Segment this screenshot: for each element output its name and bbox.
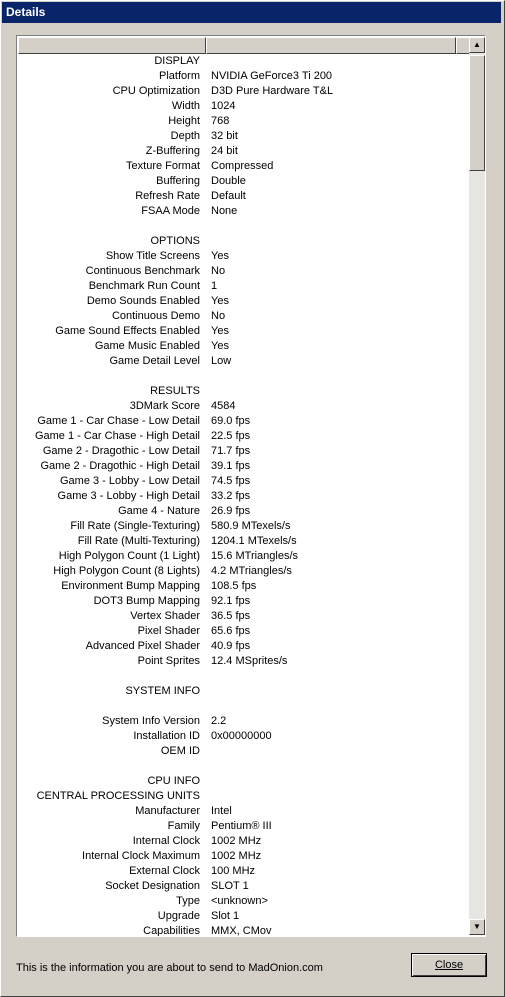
list-item[interactable] — [18, 579, 470, 594]
row-label: High Polygon Count (8 Lights) — [53, 565, 200, 577]
row-value: Yes — [211, 340, 229, 352]
row-label: Height — [168, 115, 200, 127]
list-item[interactable] — [18, 774, 470, 789]
list-item[interactable] — [18, 144, 470, 159]
list-item[interactable] — [18, 219, 470, 234]
row-label: Buffering — [156, 175, 200, 187]
list-item[interactable] — [18, 234, 470, 249]
list-item[interactable] — [18, 279, 470, 294]
row-label: RESULTS — [150, 385, 200, 397]
row-label: Depth — [170, 130, 200, 142]
row-label: Type — [176, 895, 200, 907]
row-value: 92.1 fps — [211, 595, 251, 607]
row-value: Double — [211, 175, 246, 187]
row-label: Fill Rate (Multi-Texturing) — [77, 535, 200, 547]
row-value: 74.5 fps — [211, 475, 251, 487]
list-item[interactable] — [18, 399, 470, 414]
list-item[interactable] — [18, 444, 470, 459]
row-value: 40.9 fps — [211, 640, 251, 652]
row-label: Z-Buffering — [145, 145, 200, 157]
list-item[interactable] — [18, 684, 470, 699]
row-value: Intel — [211, 805, 232, 817]
list-item[interactable] — [18, 129, 470, 144]
row-value: <unknown> — [211, 895, 268, 907]
list-item[interactable] — [18, 654, 470, 669]
row-label: Family — [167, 820, 200, 832]
row-value: No — [211, 265, 226, 277]
list-item[interactable] — [18, 639, 470, 654]
list-item[interactable] — [18, 159, 470, 174]
row-value: 2.2 — [211, 715, 227, 727]
row-label: Benchmark Run Count — [88, 280, 200, 292]
row-label: Continuous Benchmark — [85, 265, 200, 277]
list-item[interactable] — [18, 474, 470, 489]
row-value: 39.1 fps — [211, 460, 251, 472]
row-label: Game 2 - Dragothic - High Detail — [40, 460, 200, 472]
row-value: Yes — [211, 325, 229, 337]
vertical-scrollbar[interactable] — [469, 37, 485, 935]
list-item[interactable] — [18, 54, 470, 69]
row-label: Game Sound Effects Enabled — [55, 325, 200, 337]
list-item[interactable] — [18, 879, 470, 894]
row-value: 580.9 MTexels/s — [211, 520, 291, 532]
row-label: DOT3 Bump Mapping — [93, 595, 200, 607]
row-label: Capabilities — [143, 925, 200, 937]
list-item[interactable] — [18, 489, 470, 504]
row-value: 15.6 MTriangles/s — [211, 550, 299, 562]
scroll-down-button[interactable] — [469, 919, 485, 935]
list-item[interactable] — [18, 729, 470, 744]
list-item[interactable] — [18, 114, 470, 129]
row-label: High Polygon Count (1 Light) — [58, 550, 200, 562]
list-rows — [18, 54, 470, 937]
arrow-down-icon: ▼ — [473, 922, 481, 931]
list-item[interactable] — [18, 744, 470, 759]
row-label: Game 1 - Car Chase - Low Detail — [37, 415, 200, 427]
row-label: Fill Rate (Single-Texturing) — [70, 520, 200, 532]
row-value: 24 bit — [211, 145, 238, 157]
row-label: Game 3 - Lobby - Low Detail — [59, 475, 200, 487]
list-item[interactable] — [18, 249, 470, 264]
row-value: MMX, CMov — [211, 925, 272, 937]
list-item[interactable] — [18, 924, 470, 937]
list-item[interactable] — [18, 714, 470, 729]
row-label: Installation ID — [133, 730, 200, 742]
info-text: This is the information you are about to send to MadOnion.com — [16, 962, 323, 974]
row-label: OPTIONS — [150, 235, 200, 247]
row-label: Width — [171, 100, 200, 112]
list-item[interactable] — [18, 564, 470, 579]
row-value: 32 bit — [211, 130, 238, 142]
row-value: 26.9 fps — [211, 505, 251, 517]
list-item[interactable] — [18, 864, 470, 879]
row-label: Pixel Shader — [137, 625, 200, 637]
row-value: 22.5 fps — [211, 430, 251, 442]
list-item[interactable] — [18, 69, 470, 84]
row-value: 1204.1 MTexels/s — [211, 535, 297, 547]
row-value: 1024 — [211, 100, 236, 112]
row-label: Texture Format — [126, 160, 200, 172]
scroll-up-button[interactable] — [469, 37, 485, 53]
row-label: SYSTEM INFO — [125, 685, 200, 697]
row-value: Pentium® III — [211, 820, 272, 832]
list-item[interactable] — [18, 309, 470, 324]
list-item[interactable] — [18, 384, 470, 399]
row-label: CPU Optimization — [112, 85, 200, 97]
row-value: 65.6 fps — [211, 625, 251, 637]
list-item[interactable] — [18, 669, 470, 684]
list-item[interactable] — [18, 189, 470, 204]
column-header-extra[interactable] — [456, 37, 470, 54]
row-label: Environment Bump Mapping — [61, 580, 200, 592]
row-label: Show Title Screens — [105, 250, 200, 262]
row-value: NVIDIA GeForce3 Ti 200 — [211, 70, 333, 82]
row-value: Low — [211, 355, 232, 367]
list-item[interactable] — [18, 354, 470, 369]
row-value: 36.5 fps — [211, 610, 251, 622]
title-bar: Details — [2, 2, 501, 23]
list-item[interactable] — [18, 519, 470, 534]
row-value: Slot 1 — [211, 910, 240, 922]
arrow-up-icon: ▲ — [473, 40, 481, 49]
list-item[interactable] — [18, 609, 470, 624]
row-value: Yes — [211, 295, 229, 307]
row-label: DISPLAY — [154, 55, 200, 67]
row-value: Yes — [211, 250, 229, 262]
row-value: 1002 MHz — [211, 835, 262, 847]
row-value: 1 — [211, 280, 218, 292]
scroll-thumb[interactable] — [469, 55, 485, 171]
list-item[interactable] — [18, 369, 470, 384]
row-label: Game Detail Level — [109, 355, 200, 367]
row-value: 100 MHz — [211, 865, 256, 877]
list-item[interactable] — [18, 894, 470, 909]
details-list[interactable] — [16, 35, 486, 937]
list-item[interactable] — [18, 459, 470, 474]
row-label: Internal Clock Maximum — [82, 850, 200, 862]
row-label: Vertex Shader — [130, 610, 200, 622]
list-item[interactable] — [18, 264, 470, 279]
row-label: Refresh Rate — [135, 190, 200, 202]
row-value: 71.7 fps — [211, 445, 251, 457]
list-item[interactable] — [18, 624, 470, 639]
row-label: Game Music Enabled — [94, 340, 200, 352]
list-item[interactable] — [18, 834, 470, 849]
list-item[interactable] — [18, 699, 470, 714]
list-item[interactable] — [18, 849, 470, 864]
list-item[interactable] — [18, 204, 470, 219]
list-item[interactable] — [18, 174, 470, 189]
row-value: Default — [211, 190, 246, 202]
row-label: CENTRAL PROCESSING UNITS — [36, 790, 200, 802]
row-value: 69.0 fps — [211, 415, 251, 427]
row-label: Game 3 - Lobby - High Detail — [57, 490, 200, 502]
list-item[interactable] — [18, 549, 470, 564]
row-value: D3D Pure Hardware T&L — [211, 85, 334, 97]
list-item[interactable] — [18, 819, 470, 834]
list-item[interactable] — [18, 789, 470, 804]
row-label: External Clock — [129, 865, 200, 877]
list-item[interactable] — [18, 324, 470, 339]
list-item[interactable] — [18, 294, 470, 309]
row-value: 768 — [211, 115, 230, 127]
row-label: Advanced Pixel Shader — [85, 640, 200, 652]
row-label: FSAA Mode — [141, 205, 200, 217]
column-header-name[interactable] — [18, 37, 206, 54]
row-value: 4.2 MTriangles/s — [211, 565, 292, 577]
list-item[interactable] — [18, 84, 470, 99]
list-item[interactable] — [18, 759, 470, 774]
row-value: SLOT 1 — [211, 880, 249, 892]
row-value: 0x00000000 — [211, 730, 272, 742]
row-label: Continuous Demo — [111, 310, 200, 322]
list-header — [18, 37, 470, 54]
row-value: 108.5 fps — [211, 580, 257, 592]
row-label: Socket Designation — [105, 880, 200, 892]
row-value: 4584 — [211, 400, 236, 412]
row-value: None — [211, 205, 238, 217]
list-item[interactable] — [18, 804, 470, 819]
row-label: Platform — [159, 70, 200, 82]
list-item[interactable] — [18, 534, 470, 549]
row-label: OEM ID — [160, 745, 200, 757]
row-label: Game 4 - Nature — [118, 505, 200, 517]
row-label: 3DMark Score — [129, 400, 200, 412]
row-label: Internal Clock — [132, 835, 200, 847]
list-item[interactable] — [18, 504, 470, 519]
row-value: No — [211, 310, 226, 322]
row-value: 12.4 MSprites/s — [211, 655, 288, 667]
list-item[interactable] — [18, 99, 470, 114]
column-header-value[interactable] — [206, 37, 456, 54]
row-value: 1002 MHz — [211, 850, 262, 862]
row-label: Game 2 - Dragothic - Low Detail — [42, 445, 200, 457]
row-value: 33.2 fps — [211, 490, 251, 502]
row-label: System Info Version — [102, 715, 200, 727]
row-value: Compressed — [211, 160, 274, 172]
row-label: Game 1 - Car Chase - High Detail — [34, 430, 200, 442]
list-item[interactable] — [18, 414, 470, 429]
close-button[interactable]: Close — [411, 953, 487, 977]
row-label: Upgrade — [157, 910, 200, 922]
list-item[interactable] — [18, 339, 470, 354]
row-label: Manufacturer — [135, 805, 200, 817]
row-label: Point Sprites — [137, 655, 200, 667]
row-label: Demo Sounds Enabled — [86, 295, 200, 307]
row-label: CPU INFO — [147, 775, 200, 787]
list-item[interactable] — [18, 594, 470, 609]
list-item[interactable] — [18, 909, 470, 924]
list-item[interactable] — [18, 429, 470, 444]
